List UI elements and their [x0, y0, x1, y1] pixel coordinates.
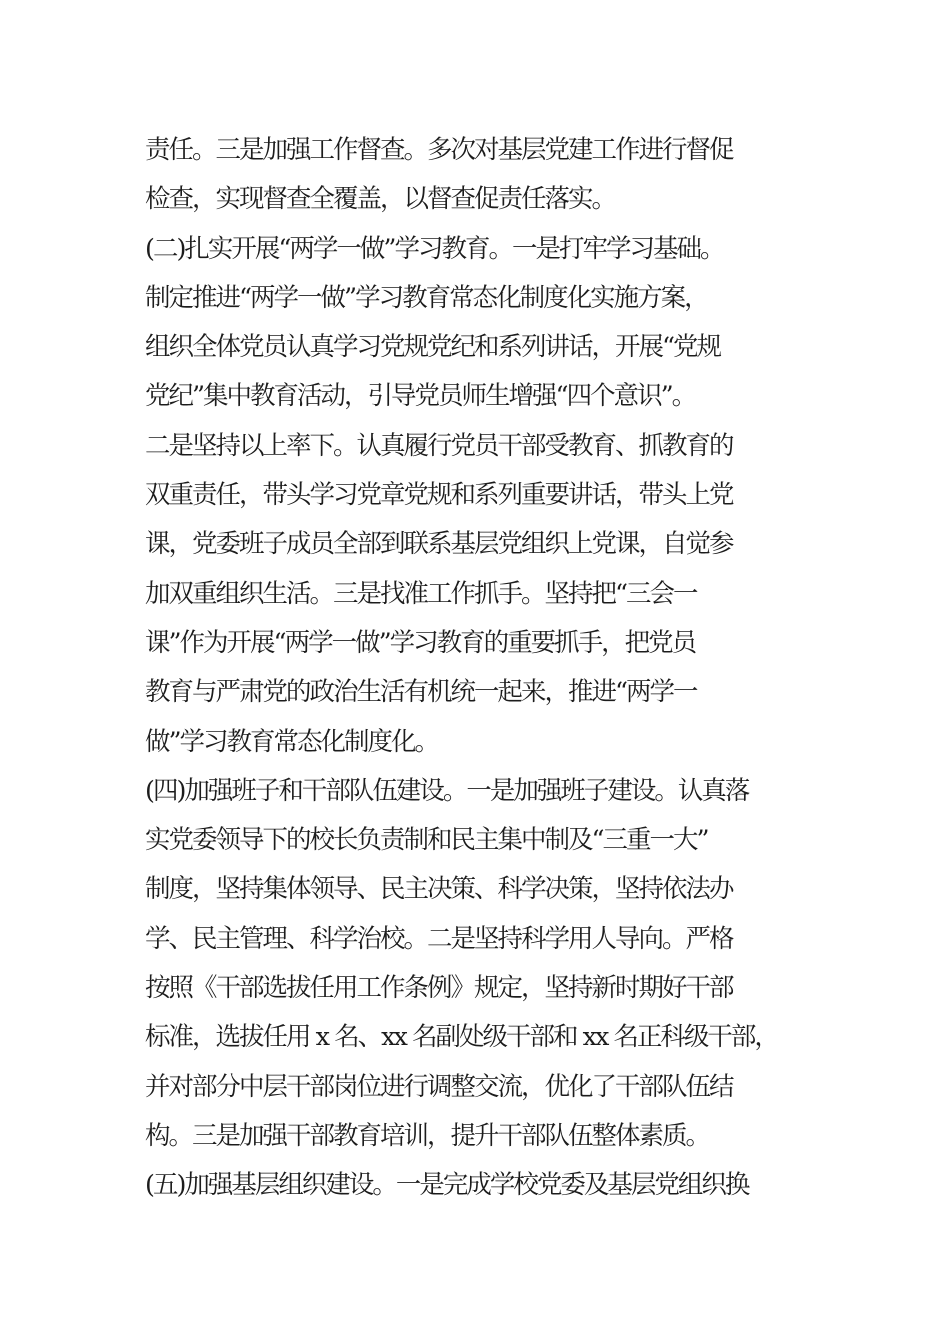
text-line: (四)加强班子和干部队伍建设。一是加强班子建设。认真落 — [145, 775, 749, 806]
body-text — [145, 126, 815, 1211]
text-line: 按照《干部选拔任用工作条例》规定，坚持新时期好干部 — [145, 973, 733, 1004]
text-line: (二)扎实开展“两学一做”学习教育。一是打牢学习基础。 — [145, 233, 724, 264]
text-line: 双重责任，带头学习党章党规和系列重要讲话，带头上党 — [145, 480, 733, 511]
text-line: 学、民主管理、科学治校。二是坚持科学用人导向。严格 — [145, 923, 733, 954]
text-line: 课，党委班子成员全部到联系基层党组织上党课，自觉参 — [145, 529, 733, 560]
text-line: 并对部分中层干部岗位进行调整交流，优化了干部队伍结 — [145, 1071, 733, 1102]
text-line: 制定推进“两学一做”学习教育常态化制度化实施方案， — [145, 282, 708, 313]
text-line: 检查，实现督查全覆盖，以督查促责任落实。 — [145, 184, 616, 215]
text-line: 组织全体党员认真学习党规党纪和系列讲话，开展“党规 — [145, 332, 721, 363]
text-line: 课”作为开展“两学一做”学习教育的重要抓手，把党员 — [145, 627, 696, 658]
text-line: 责任。三是加强工作督查。多次对基层党建工作进行督促 — [145, 135, 733, 165]
text-line: 二是坚持以上率下。认真履行党员干部受教育、抓教育的 — [145, 430, 733, 461]
text-line: (五)加强基层组织建设。一是完成学校党委及基层党组织换 — [145, 1170, 749, 1201]
text-line: 加双重组织生活。三是找准工作抓手。坚持把“三会一 — [145, 578, 697, 609]
text-line: 教育与严肃党的政治生活有机统一起来，推进“两学一 — [145, 677, 697, 708]
text-line: 党纪”集中教育活动，引导党员师生增强“四个意识”。 — [145, 381, 696, 412]
text-line: 构。三是加强干部教育培训，提升干部队伍整体素质。 — [145, 1120, 710, 1151]
text-line: 实党委领导下的校长负责制和民主集中制及“三重一大” — [145, 825, 708, 856]
text-line: 制度，坚持集体领导、民主决策、科学决策，坚持依法办 — [145, 874, 733, 905]
text-line: 标准，选拔任用 x 名、xx 名副处级干部和 xx 名正科级干部， — [145, 1022, 778, 1053]
text-line: 做”学习教育常态化制度化。 — [145, 726, 439, 757]
